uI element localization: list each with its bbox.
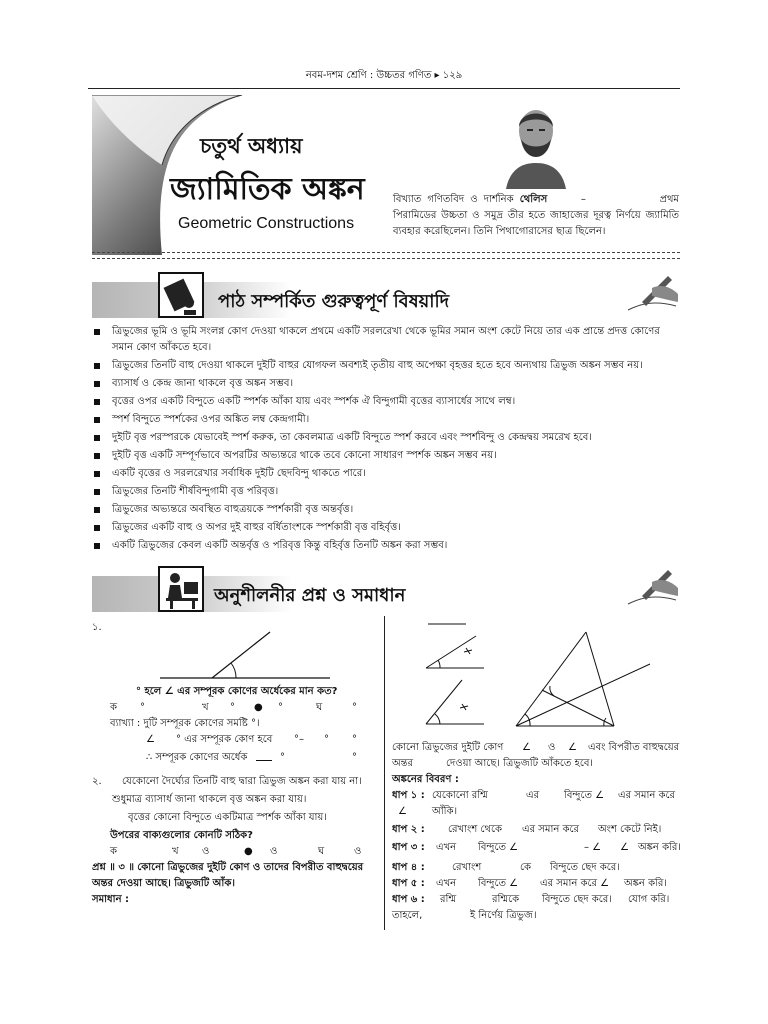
column-divider (384, 616, 385, 930)
question-3-text: কোনো ত্রিভুজের দুইটি কোণ ও তাদের বিপরীত বাহুদ্বয়ের অন্তর দেওয়া আছে। ত্রিভুজটি আঁক। (92, 862, 364, 889)
step-1-label: ধাপ ১ : (392, 790, 425, 801)
bio-first-word: প্রথম (659, 194, 679, 205)
topic-item: দুইটি বৃত্ত একটি সম্পূর্ণভাবে অপরটির অভ্যন্তরে থাকে তবে কোনো সাধারণ স্পর্শক অঙ্কন সম্ভব নয়। (92, 448, 678, 464)
step-text: এর সমান করে (618, 790, 676, 801)
step-1 (392, 788, 680, 820)
bio-intro: বিখ্যাত গণিতবিদ ও দার্শনিক (393, 194, 514, 205)
chapter-title: জ্যামিতিক অঙ্কন (170, 172, 365, 207)
question-3-label: প্রশ্ন ॥ ৩ ॥ (92, 862, 135, 873)
bio-name: থেলিস (519, 194, 548, 205)
step-5-label: ধাপ ৫ : (392, 878, 425, 889)
given-statement (392, 740, 680, 772)
thales-portrait-image (500, 97, 572, 189)
step-text: অংশ কেটে নিই। (598, 824, 662, 835)
step-text: রশ্মিকে (492, 894, 520, 905)
explanation-value: ° (352, 752, 357, 763)
q1-option-c-mark-selected[interactable]: ● (254, 702, 263, 713)
topic-item: একটি ত্রিভুজের কেবল একটি অন্তর্বৃত্ত ও পরিবৃত্ত কিন্তু বহির্বৃত্ত তিনটি অঙ্কন করা সম্ভব। (92, 538, 678, 554)
q1-option-a-mark[interactable]: ক (110, 702, 117, 713)
chapter-number: চতুর্থ অধ্যায় (200, 134, 303, 158)
running-header: নবম-দশম শ্রেণি : উচ্চতর গণিত ▸ ১২৯ (305, 70, 463, 81)
q1-option-a-value: ° (140, 702, 145, 713)
q1-explanation-line-2 (146, 732, 366, 748)
step-text: বিন্দুতে ∠ (564, 790, 605, 801)
topics-list (92, 324, 678, 556)
q2-statement-i: যেকোনো দৈর্ঘ্যের তিনটি বাহু দ্বারা ত্রিভুজ অঙ্কন করা যায় না। (122, 776, 362, 787)
topic-item: ত্রিভুজের তিনটি শীর্ষবিন্দুগামী বৃত্ত পরিবৃত্ত। (92, 484, 678, 500)
step-text: এখন (436, 878, 457, 889)
explanation-text: ° এর সম্পূরক কোণ হবে (176, 734, 273, 745)
conclusion (392, 908, 680, 924)
q2-option-c-value: ও (270, 846, 278, 857)
q1-options (110, 700, 370, 716)
section-title-exercises: অনুশীলনীর প্রশ্ন ও সমাধান (214, 585, 406, 606)
step-text: এর (526, 790, 540, 801)
chapter-english-title: Geometric Constructions (178, 215, 355, 232)
step-6-label: ধাপ ৬ : (392, 894, 425, 905)
topic-item: একটি বৃত্তের ও সরলরেখার সর্বাধিক দুইটি ছেদবিন্দু থাকতে পারে। (92, 466, 678, 482)
step-2-label: ধাপ ২ : (392, 824, 425, 835)
topic-item: ত্রিভুজের ভূমি ও ভূমি সংলগ্ন কোণ দেওয়া থাকলে প্রথমে একটি সরলরেখা থেকে ভূমির সমান অংশ কেটে নিয়ে তার এক প্রান্তে প্রদত্ত কোণের সমান কোণ আঁকতে হবে। (92, 324, 678, 356)
q2-option-b-value: ও (202, 846, 210, 857)
q1-option-c-value: ° (278, 702, 283, 713)
topic-item: দুইটি বৃত্ত পরস্পরকে যেভাবেই স্পর্শ করুক, তা কেবলমাত্র একটি বিন্দুতে স্পর্শ করবে এবং স্পর্শবিন্দু ও কেন্দ্রদ্বয় সমরেখ হবে। (92, 430, 678, 446)
q2-options (110, 844, 380, 860)
q2-statement-iii: বৃত্তের কোনো বিন্দুতে একটিমাত্র স্পর্শক আঁকা যায়। (128, 812, 327, 823)
step-text: অঙ্কন করি। (638, 842, 681, 853)
given-text: কোনো ত্রিভুজের দুইটি কোণ (392, 742, 504, 753)
topic-item: ত্রিভুজের একটি বাহু ও অপর দুই বাহুর বর্ধিতাংশকে স্পর্শকারী বৃত্ত বহির্বৃত্ত। (92, 520, 678, 536)
q1-explanation-line-1 (110, 716, 260, 732)
step-text: – ∠ (584, 842, 602, 853)
topic-item: ব্যাসার্ধ ও কেন্দ্র জানা থাকলে বৃত্ত অঙ্কন সম্ভব। (92, 376, 678, 392)
section-title-topics: পাঠ সম্পর্কিত গুরুত্বপূর্ণ বিষয়াদি (218, 291, 450, 312)
step-text: এখন (436, 842, 457, 853)
question-1-text: ° হলে ∠ এর সম্পূরক কোণের অর্ধেকের মান কত? (136, 686, 338, 697)
conclusion-text: ই নির্ণেয় ত্রিভুজ। (470, 910, 537, 921)
angle-symbol: ∠ (522, 742, 531, 753)
step-text: বিন্দুতে ∠ (478, 878, 519, 889)
q1-angle-figure (150, 628, 340, 684)
given-angles-figure (420, 618, 492, 730)
angle-symbol: ∠ (568, 742, 577, 753)
solution-label: সমাধান : (92, 894, 130, 905)
book-reader-icon (158, 272, 204, 318)
step-text: অঙ্কন করি। (624, 878, 667, 889)
step-text: বিন্দুতে ছেদ করে। (542, 894, 612, 905)
question-3 (92, 860, 380, 892)
banner-divider-2 (92, 258, 680, 259)
construction-description-label: অঙ্কনের বিবরণ : (392, 774, 459, 785)
writing-hand-icon (624, 564, 680, 610)
question-1-number: ১. (92, 622, 102, 633)
q1-option-d-mark[interactable]: ঘ (316, 702, 323, 713)
question-2-number: ২. (92, 776, 102, 787)
given-text: এবং বিপরীত বাহুদ্বয়ের (588, 742, 680, 753)
writing-hand-icon (624, 270, 680, 316)
step-text: রশ্মি (440, 894, 457, 905)
step-text: রেখাংশ (452, 862, 482, 873)
person-at-desk-icon (158, 566, 204, 612)
explanation-value: °– (294, 734, 304, 745)
bio-dash: – (580, 194, 586, 205)
q2-option-a-mark[interactable]: ক (110, 846, 117, 857)
given-text: দেওয়া আছে। ত্রিভুজটি আঁকতে হবে। (446, 758, 594, 769)
q1-explanation-line-3 (146, 750, 366, 766)
step-text: যোগ করি। (628, 894, 670, 905)
topic-item: বৃত্তের ওপর একটি বিন্দুতে একটি স্পর্শক আঁকা যায় এবং স্পর্শক ঐ বিন্দুগামী বৃত্তের ব্যাসার্ধের সাথে লম্ব। (92, 394, 678, 410)
angle-symbol: ∠ (146, 734, 155, 745)
section-header-topics (92, 282, 680, 318)
topics-bullets (92, 324, 678, 554)
angle-symbol: ∠ (620, 842, 629, 853)
bio-text: পিরামিডের উচ্চতা ও সমুদ্র তীর হতে জাহাজের দূরত্ব নির্ণয়ে জ্যামিতি ব্যবহার করেছিলেন। তিনি পিথাগোরাসের ছাত্র ছিলেন। (393, 210, 679, 237)
explanation-text: ∴ সম্পূরক কোণের অর্ধেক (146, 752, 248, 763)
q2-statement-ii: শুধুমাত্র ব্যাসার্ধ জানা থাকলে বৃত্ত অঙ্কন করা যায়। (112, 794, 307, 805)
explanation-value: ° (324, 734, 329, 745)
construction-triangle-figure (510, 626, 656, 732)
step-6 (392, 892, 680, 908)
step-4-label: ধাপ ৪ : (392, 862, 425, 873)
step-4 (392, 860, 680, 876)
step-3-label: ধাপ ৩ : (392, 842, 425, 853)
step-text: যেকোনো রশ্মি (432, 790, 488, 801)
explanation-label: ব্যাখ্যা : (110, 718, 141, 729)
section-header-exercises (92, 576, 680, 612)
q1-option-b-value: ° (230, 702, 235, 713)
explanation-value: ° (352, 734, 357, 745)
fraction-bar (256, 750, 272, 761)
topic-item: ত্রিভুজের অভ্যন্তরে অবস্থিত বাহুত্রয়কে স্পর্শকারী বৃত্ত অন্তর্বৃত্ত। (92, 502, 678, 518)
conclusion-text: তাহলে, (392, 910, 423, 921)
q1-option-d-value: ° (352, 702, 357, 713)
q2-option-b-mark[interactable]: খ (172, 846, 179, 857)
banner-divider-1 (92, 252, 680, 253)
step-text: এর সমান করে (522, 824, 580, 835)
topic-item: ত্রিভুজের তিনটি বাহু দেওয়া থাকলে দুইটি বাহুর যোগফল অবশ্যই তৃতীয় বাহু অপেক্ষা বৃহত্তর হতে হবে অন্যথায় ত্রিভুজ অঙ্কন সম্ভব নয়। (92, 358, 678, 374)
given-text: অন্তর (392, 758, 414, 769)
given-text: ও (548, 742, 556, 753)
q2-option-d-mark[interactable]: ঘ (318, 846, 325, 857)
step-3 (392, 840, 680, 856)
step-2 (392, 822, 680, 838)
header-rule (88, 88, 680, 89)
step-text: এর সমান করে ∠ (540, 878, 610, 889)
q2-question: উপরের বাক্যগুলোর কোনটি সঠিক? (110, 830, 253, 841)
angle-symbol: ∠ (398, 806, 407, 817)
explanation-text: দুটি সম্পূরক কোণের সমষ্টি °। (143, 718, 260, 729)
q2-option-d-value: ও (354, 846, 362, 857)
topic-item: স্পর্শ বিন্দুতে স্পর্শকের ওপর অঙ্কিত লম্ব কেন্দ্রগামী। (92, 412, 678, 428)
step-text: বিন্দুতে ∠ (478, 842, 519, 853)
explanation-value: ° (280, 752, 285, 763)
step-5 (392, 876, 680, 892)
step-text: কে (520, 862, 532, 873)
step-text: রেখাংশ থেকে (448, 824, 502, 835)
q2-option-c-mark-selected[interactable]: ● (244, 846, 253, 857)
thales-bio (393, 192, 679, 240)
step-text: বিন্দুতে ছেদ করে। (550, 862, 620, 873)
step-text: আঁকি। (432, 806, 458, 817)
q1-option-b-mark[interactable]: খ (202, 702, 209, 713)
